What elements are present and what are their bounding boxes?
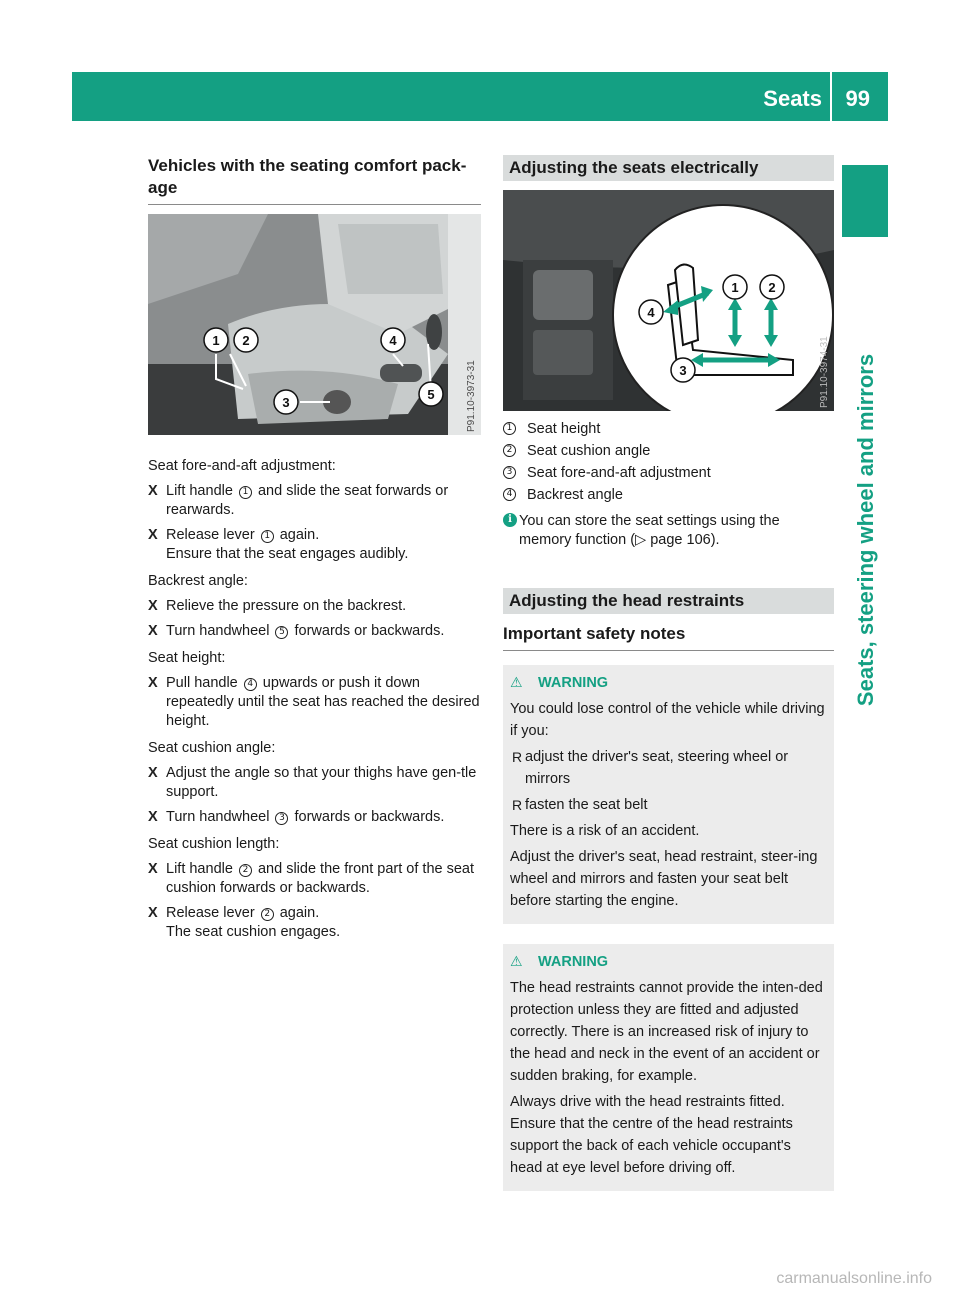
svg-text:2: 2 bbox=[768, 280, 776, 295]
legend-item: 4 Backrest angle bbox=[503, 484, 834, 506]
step: X Relieve the pressure on the backrest. bbox=[148, 598, 407, 614]
seat-photo-manual bbox=[148, 214, 481, 435]
page-number: 99 bbox=[845, 86, 870, 111]
warning-text: Always drive with the head restraints fitted. Ensure that the centre of the head restraints support the back of each vehicle occupant's head at eye level before driving off. bbox=[510, 1094, 793, 1176]
step: X Pull handle 4 upwards or push it down repeatedly until the seat has reached the desired height. bbox=[148, 675, 480, 729]
header-bar bbox=[72, 72, 888, 121]
page-ref-arrow-icon: ▷ bbox=[635, 532, 647, 548]
warning-triangle-icon: ⚠ bbox=[510, 674, 523, 690]
svg-text:4: 4 bbox=[389, 333, 397, 348]
svg-text:2: 2 bbox=[242, 333, 250, 348]
legend-item: 3 Seat fore-and-aft adjustment bbox=[503, 462, 834, 484]
callout-ref: 3 bbox=[275, 812, 288, 825]
page-reference-link[interactable]: page 106). bbox=[646, 532, 720, 548]
callout-ref: 2 bbox=[261, 908, 274, 921]
svg-text:3: 3 bbox=[679, 363, 687, 378]
step: X Lift handle 2 and slide the front part of the seat cushion forwards or backwards. bbox=[148, 861, 475, 896]
info-note: i You can store the seat settings using the memory function (▷ page 106). bbox=[503, 512, 834, 550]
photo-code: P91.10-3973-31 bbox=[466, 360, 477, 432]
warning-text: There is a risk of an accident. bbox=[510, 823, 700, 839]
header-divider bbox=[830, 72, 832, 121]
svg-text:3: 3 bbox=[282, 395, 290, 410]
callout-ref: 4 bbox=[244, 678, 257, 691]
step: X Release lever 2 again. The seat cushion engages. bbox=[148, 905, 341, 940]
callout-ref: 1 bbox=[239, 486, 252, 499]
photo-code: P91.10-3974-31 bbox=[819, 336, 830, 408]
callout-ref: 1 bbox=[261, 530, 274, 543]
legend bbox=[503, 418, 834, 506]
step: X Release lever 1 again. Ensure that the seat engages audibly. bbox=[148, 527, 409, 562]
svg-text:4: 4 bbox=[647, 305, 655, 320]
legend-item: 1 Seat height bbox=[503, 418, 834, 440]
section-title: Seats bbox=[763, 86, 822, 111]
step-marker: X bbox=[148, 861, 158, 877]
step: X Turn handwheel 5 forwards or backwards. bbox=[148, 623, 445, 639]
step: X Lift handle 1 and slide the seat forwards or rearwards. bbox=[148, 483, 449, 518]
svg-text:1: 1 bbox=[731, 280, 739, 295]
chapter-tab bbox=[842, 165, 888, 237]
step: X Turn handwheel 3 forwards or backwards. bbox=[148, 809, 445, 825]
callout-ref: 2 bbox=[239, 864, 252, 877]
step-marker: X bbox=[148, 675, 158, 691]
step-marker: X bbox=[148, 809, 158, 825]
warning-triangle-icon: ⚠ bbox=[510, 953, 523, 969]
seat-switch-illustration bbox=[503, 190, 834, 411]
callout-ref: 5 bbox=[275, 626, 288, 639]
list-item: R fasten the seat belt bbox=[510, 794, 827, 816]
seat-photo-electric bbox=[503, 190, 834, 411]
bullet-icon: R bbox=[512, 797, 523, 813]
step-marker: X bbox=[148, 623, 158, 639]
bullet-icon: R bbox=[512, 749, 523, 765]
right-column bbox=[503, 155, 834, 1191]
watermark: carmanualsonline.info bbox=[776, 1270, 932, 1287]
left-column bbox=[148, 155, 481, 942]
svg-text:5: 5 bbox=[427, 387, 435, 402]
step-marker: X bbox=[148, 905, 158, 921]
instructions bbox=[148, 457, 481, 942]
right-heading: Adjusting the seats electrically bbox=[503, 155, 834, 181]
step-marker: X bbox=[148, 527, 158, 543]
warning-title: ⚠ WARNING bbox=[510, 674, 609, 691]
info-icon: i bbox=[503, 513, 517, 527]
list-item: R adjust the driver's seat, steering wheel or mirrors bbox=[510, 746, 827, 790]
svg-text:1: 1 bbox=[212, 333, 220, 348]
left-heading: Vehicles with the seating comfort pack-age bbox=[148, 155, 481, 205]
safety-notes-heading: Important safety notes bbox=[503, 623, 834, 651]
warning-box-2 bbox=[503, 944, 834, 1191]
group-label: Seat fore-and-aft adjustment: bbox=[148, 458, 336, 474]
group-label: Seat cushion angle: bbox=[148, 740, 276, 756]
warning-text: You could lose control of the vehicle while driving if you: bbox=[510, 701, 825, 739]
legend-item: 2 Seat cushion angle bbox=[503, 440, 834, 462]
group-label: Seat height: bbox=[148, 650, 226, 666]
warning-box-1 bbox=[503, 665, 834, 924]
group-label: Seat cushion length: bbox=[148, 836, 280, 852]
warning-text: The head restraints cannot provide the inten-ded protection unless they are fitted and adjusted correctly. There is an increased risk of injury to the head and neck in the event of an accident or sudden braking, for example. bbox=[510, 980, 823, 1084]
step-marker: X bbox=[148, 598, 158, 614]
group-label: Backrest angle: bbox=[148, 573, 248, 589]
head-restraints-heading: Adjusting the head restraints bbox=[503, 588, 834, 614]
step: X Adjust the angle so that your thighs have gen-tle support. bbox=[148, 765, 477, 800]
chapter-label: Seats, steering wheel and mirrors bbox=[853, 353, 878, 707]
seat-illustration bbox=[148, 214, 481, 435]
warning-text: Adjust the driver's seat, head restraint, steer-ing wheel and mirrors and fasten your seat belt before starting the engine. bbox=[510, 849, 818, 909]
warning-title: ⚠ WARNING bbox=[510, 953, 609, 970]
step-marker: X bbox=[148, 483, 158, 499]
step-marker: X bbox=[148, 765, 158, 781]
